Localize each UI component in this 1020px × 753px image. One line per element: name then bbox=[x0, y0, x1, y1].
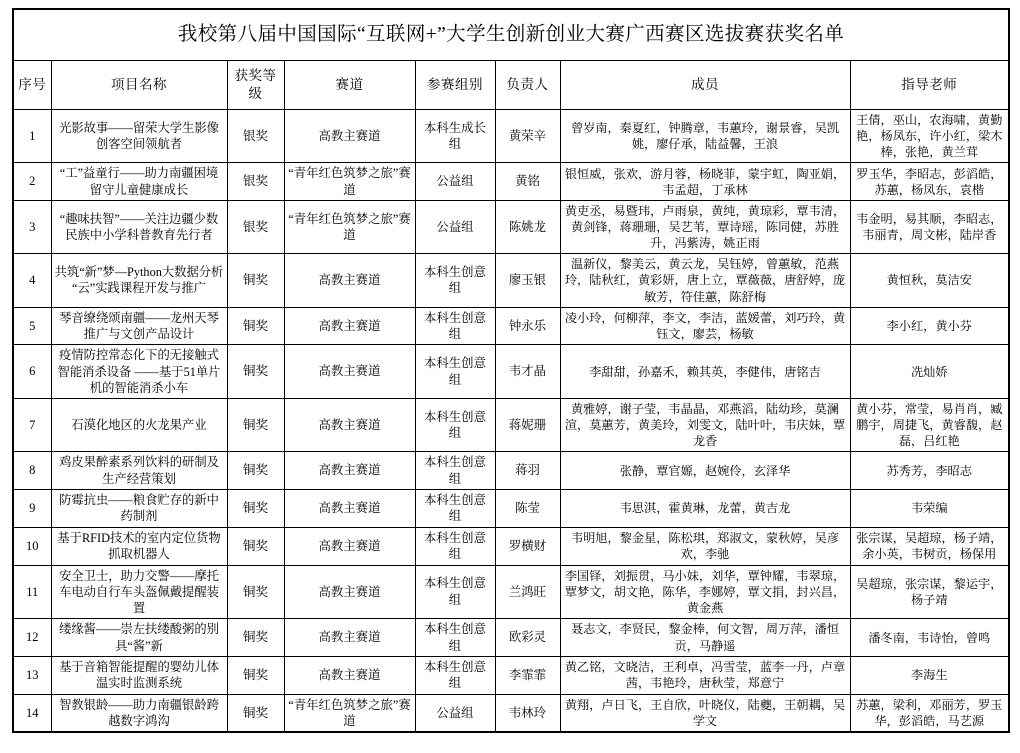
column-header-name: 项目名称 bbox=[51, 61, 227, 110]
cell-members: 黄雅婷，谢子莹，韦晶晶，邓燕滔，陆幼珍，莫澜渲，莫蕙芳，黄美玲，刘雯文，陆叶叶，韦庆妹，覃龙香 bbox=[560, 399, 850, 452]
cell-members: 黄吏丞，易暨玮，卢雨泉，黄纯，黄琼彩，覃韦清，黄剑锋，蒋珊珊，吴艺苇，覃诗瑶，陈同健，苏胜升，冯紫涛，姚正雨 bbox=[560, 201, 850, 254]
cell-group: 本科生创意组 bbox=[415, 490, 495, 528]
cell-members: 黄翔，卢日飞，王自欣，叶晓仪，陆夔，王朝耦，吴学文 bbox=[560, 694, 850, 732]
cell-index: 3 bbox=[13, 201, 51, 254]
cell-name: 光影故事——留荣大学生影像创客空间领航者 bbox=[51, 110, 227, 163]
cell-index: 7 bbox=[13, 399, 51, 452]
cell-level: 铜奖 bbox=[227, 345, 284, 399]
cell-members: 李甜甜，孙嘉禾，赖其英，李健伟，唐铭吉 bbox=[560, 345, 850, 399]
cell-tutors: 黄小芬，常莹，易肖肖，臧鹏宇，周捷飞，黄睿馥，赵磊，吕红艳 bbox=[850, 399, 1009, 452]
cell-leader: 陈姚龙 bbox=[495, 201, 560, 254]
cell-index: 12 bbox=[13, 619, 51, 657]
cell-leader: 韦林玲 bbox=[495, 694, 560, 732]
cell-level: 银奖 bbox=[227, 110, 284, 163]
cell-members: 温新仪，黎美云，黄云龙，吴钰婷，曾蕙敏，范燕玲，陆秋红，黄彩妍，唐上立，覃薇薇，唐舒婷，庞敏芳，符佳蕙，陈舒梅 bbox=[560, 254, 850, 307]
cell-name: 智教银龄——助力南疆银龄跨越数字鸿沟 bbox=[51, 694, 227, 732]
cell-track: 高教主赛道 bbox=[284, 345, 415, 399]
cell-level: 银奖 bbox=[227, 163, 284, 201]
cell-members: 张静，覃官嫄，赵婉伶，玄泽华 bbox=[560, 452, 850, 490]
cell-group: 本科生创意组 bbox=[415, 345, 495, 399]
cell-level: 铜奖 bbox=[227, 399, 284, 452]
cell-leader: 廖玉银 bbox=[495, 254, 560, 307]
column-header-index: 序号 bbox=[13, 61, 51, 110]
table-row bbox=[13, 110, 1009, 163]
cell-group: 本科生创意组 bbox=[415, 565, 495, 619]
column-header-level: 获奖等级 bbox=[227, 61, 284, 110]
cell-index: 10 bbox=[13, 527, 51, 565]
cell-index: 13 bbox=[13, 656, 51, 694]
cell-tutors: 王倩，巫山，农海啸，黄勤艳，杨凤东，许小红，梁木棒，张艳，黄兰茸 bbox=[850, 110, 1009, 163]
cell-name: 共筑“新”梦—Python大数据分析“云”实践课程开发与推广 bbox=[51, 254, 227, 307]
cell-members: 曾岁南，秦夏红，钟腾章，韦蕙玲，谢景睿，吴凯姚，廖仔承，陆益馨，王浪 bbox=[560, 110, 850, 163]
cell-leader: 蒋妮珊 bbox=[495, 399, 560, 452]
cell-members: 韦明旭，黎金星，陈松琪，郑淑文，蒙秋婷，吴彦欢，李驰 bbox=[560, 527, 850, 565]
cell-leader: 黄铭 bbox=[495, 163, 560, 201]
cell-track: 高教主赛道 bbox=[284, 307, 415, 345]
cell-index: 6 bbox=[13, 345, 51, 399]
table-row bbox=[13, 399, 1009, 452]
cell-name: 基于音箱智能提醒的婴幼儿体温实时监测系统 bbox=[51, 656, 227, 694]
cell-track: 高教主赛道 bbox=[284, 619, 415, 657]
column-header-members: 成员 bbox=[560, 61, 850, 110]
cell-level: 铜奖 bbox=[227, 694, 284, 732]
cell-group: 本科生创意组 bbox=[415, 656, 495, 694]
cell-tutors: 韦荣编 bbox=[850, 490, 1009, 528]
cell-tutors: 张宗谋，吴超琼，杨子靖，余小英，韦树贡，杨保用 bbox=[850, 527, 1009, 565]
title-row bbox=[13, 9, 1009, 61]
table-row bbox=[13, 619, 1009, 657]
cell-tutors: 潘冬南，韦诗怡，曾鸣 bbox=[850, 619, 1009, 657]
table-row bbox=[13, 565, 1009, 619]
cell-group: 本科生成长组 bbox=[415, 110, 495, 163]
cell-leader: 李霏霏 bbox=[495, 656, 560, 694]
cell-name: 鸡皮果醉素系列饮料的研制及生产经营策划 bbox=[51, 452, 227, 490]
cell-name: “趣味扶智”——关注边疆少数民族中小学科普教育先行者 bbox=[51, 201, 227, 254]
table-row bbox=[13, 694, 1009, 732]
cell-leader: 陈莹 bbox=[495, 490, 560, 528]
cell-level: 铜奖 bbox=[227, 656, 284, 694]
cell-track: “青年红色筑梦之旅”赛道 bbox=[284, 201, 415, 254]
column-header-group: 参赛组别 bbox=[415, 61, 495, 110]
cell-index: 2 bbox=[13, 163, 51, 201]
cell-tutors: 苏秀芳，李昭志 bbox=[850, 452, 1009, 490]
cell-track: 高教主赛道 bbox=[284, 565, 415, 619]
column-header-row bbox=[13, 61, 1009, 110]
cell-group: 本科生创意组 bbox=[415, 399, 495, 452]
cell-leader: 钟永乐 bbox=[495, 307, 560, 345]
cell-track: 高教主赛道 bbox=[284, 490, 415, 528]
cell-track: 高教主赛道 bbox=[284, 452, 415, 490]
cell-index: 1 bbox=[13, 110, 51, 163]
cell-index: 8 bbox=[13, 452, 51, 490]
cell-index: 9 bbox=[13, 490, 51, 528]
cell-name: 琴音缭绕颂南疆——龙州天琴推广与文创产品设计 bbox=[51, 307, 227, 345]
cell-group: 本科生创意组 bbox=[415, 452, 495, 490]
cell-group: 本科生创意组 bbox=[415, 527, 495, 565]
table-row bbox=[13, 656, 1009, 694]
cell-track: 高教主赛道 bbox=[284, 527, 415, 565]
column-header-track: 赛道 bbox=[284, 61, 415, 110]
cell-name: 防霉抗虫——粮食贮存的新中药制剂 bbox=[51, 490, 227, 528]
cell-index: 14 bbox=[13, 694, 51, 732]
cell-tutors: 李小红，黄小芬 bbox=[850, 307, 1009, 345]
cell-level: 铜奖 bbox=[227, 565, 284, 619]
cell-group: 本科生创意组 bbox=[415, 307, 495, 345]
cell-tutors: 李海生 bbox=[850, 656, 1009, 694]
cell-tutors: 吴超琼，张宗谋，黎运宇，杨子靖 bbox=[850, 565, 1009, 619]
cell-track: 高教主赛道 bbox=[284, 110, 415, 163]
cell-group: 本科生创意组 bbox=[415, 619, 495, 657]
cell-level: 铜奖 bbox=[227, 490, 284, 528]
cell-tutors: 罗玉华，李昭志，彭滔皓，苏蕙，杨凤东，袁楷 bbox=[850, 163, 1009, 201]
cell-name: 疫情防控常态化下的无接触式智能消杀设备 ——基于51单片机的智能消杀小车 bbox=[51, 345, 227, 399]
cell-level: 铜奖 bbox=[227, 452, 284, 490]
cell-members: 凌小玲，何柳萍，李文，李洁，蓝媛蕾，刘巧玲，黄钰文，廖芸，杨敏 bbox=[560, 307, 850, 345]
cell-level: 铜奖 bbox=[227, 307, 284, 345]
cell-track: 高教主赛道 bbox=[284, 656, 415, 694]
table-row bbox=[13, 163, 1009, 201]
cell-track: “青年红色筑梦之旅”赛道 bbox=[284, 163, 415, 201]
cell-track: “青年红色筑梦之旅”赛道 bbox=[284, 694, 415, 732]
table-row bbox=[13, 452, 1009, 490]
cell-members: 李国铎，刘振贯，马小妹，刘华，覃钟耀，韦翠琼，覃梦文，胡文艳，陈华，李娜婷，覃文捐，封兴昌，黄金燕 bbox=[560, 565, 850, 619]
cell-members: 韦思淇，霍黄琳，龙蕾，黄吉龙 bbox=[560, 490, 850, 528]
cell-name: 基于RFID技术的室内定位货物抓取机器人 bbox=[51, 527, 227, 565]
cell-leader: 蒋羽 bbox=[495, 452, 560, 490]
cell-name: 安全卫士，助力交警——摩托车电动自行车头盔佩戴提醒装置 bbox=[51, 565, 227, 619]
cell-track: 高教主赛道 bbox=[284, 399, 415, 452]
cell-index: 4 bbox=[13, 254, 51, 307]
cell-members: 聂志文，李贤民，黎金棒，何文智，周万萍，潘恒贡，马静遥 bbox=[560, 619, 850, 657]
cell-group: 公益组 bbox=[415, 163, 495, 201]
cell-tutors: 黄恒秋，莫洁安 bbox=[850, 254, 1009, 307]
cell-index: 5 bbox=[13, 307, 51, 345]
cell-group: 本科生创意组 bbox=[415, 254, 495, 307]
cell-leader: 兰鸿旺 bbox=[495, 565, 560, 619]
cell-tutors: 韦金明，易其顺，李昭志，韦丽青，周文彬，陆岸香 bbox=[850, 201, 1009, 254]
cell-leader: 欧彩灵 bbox=[495, 619, 560, 657]
table-row bbox=[13, 254, 1009, 307]
table-row bbox=[13, 307, 1009, 345]
cell-level: 银奖 bbox=[227, 201, 284, 254]
table-row bbox=[13, 345, 1009, 399]
cell-level: 铜奖 bbox=[227, 254, 284, 307]
table-row bbox=[13, 201, 1009, 254]
cell-tutors: 冼灿娇 bbox=[850, 345, 1009, 399]
cell-level: 铜奖 bbox=[227, 619, 284, 657]
cell-leader: 罗横财 bbox=[495, 527, 560, 565]
cell-group: 公益组 bbox=[415, 694, 495, 732]
cell-track: 高教主赛道 bbox=[284, 254, 415, 307]
cell-level: 铜奖 bbox=[227, 527, 284, 565]
cell-name: 缕缘酱——崇左扶缕酸粥的别具“酱”新 bbox=[51, 619, 227, 657]
cell-members: 黄乙铭，文晓洁，王利卓，冯雪莹，蓝李一丹，卢章茜，韦艳玲，唐秋莹，郑意宁 bbox=[560, 656, 850, 694]
table-row bbox=[13, 527, 1009, 565]
cell-index: 11 bbox=[13, 565, 51, 619]
cell-name: 石漠化地区的火龙果产业 bbox=[51, 399, 227, 452]
cell-leader: 黄荣辛 bbox=[495, 110, 560, 163]
column-header-leader: 负责人 bbox=[495, 61, 560, 110]
column-header-tutors: 指导老师 bbox=[850, 61, 1009, 110]
cell-group: 公益组 bbox=[415, 201, 495, 254]
cell-tutors: 苏蕙，梁利，邓丽芳，罗玉华，彭滔皓，马艺源 bbox=[850, 694, 1009, 732]
table-head bbox=[13, 9, 1009, 110]
cell-leader: 韦才晶 bbox=[495, 345, 560, 399]
table-row bbox=[13, 490, 1009, 528]
cell-name: “工”益童行——助力南疆困境留守儿童健康成长 bbox=[51, 163, 227, 201]
page-title: 我校第八届中国国际“互联网+”大学生创新创业大赛广西赛区选拔赛获奖名单 bbox=[13, 9, 1009, 61]
award-list-table bbox=[12, 8, 1010, 733]
cell-members: 银恒威，张欢，游月蓉，杨晓菲，蒙宇虹，陶亚娟，韦孟超，丁承林 bbox=[560, 163, 850, 201]
table-body bbox=[13, 110, 1009, 733]
